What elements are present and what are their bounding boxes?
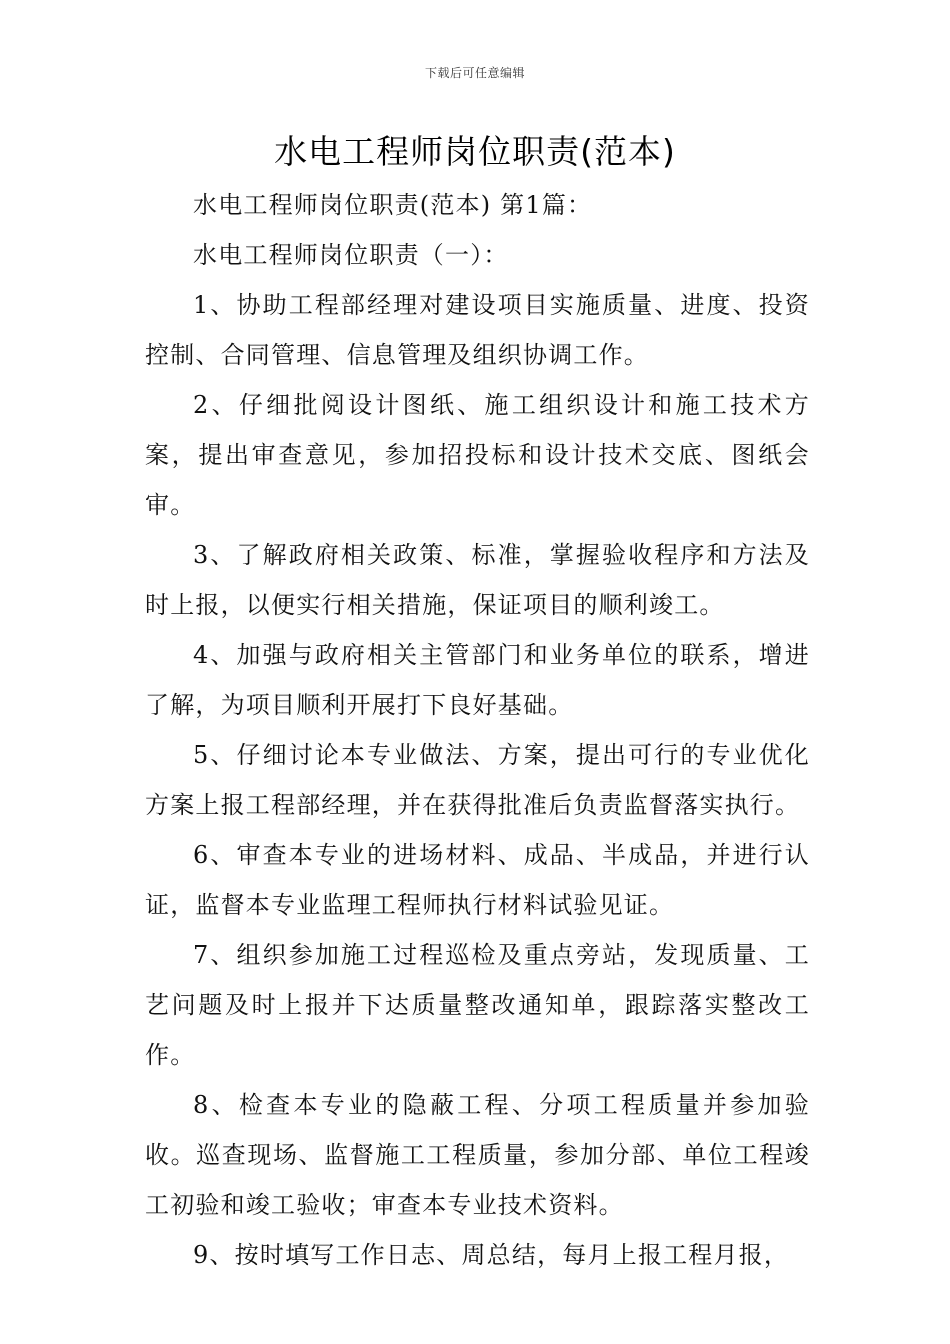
header-note: 下载后可任意编辑	[424, 66, 525, 80]
paragraph-item-2: 2、仔细批阅设计图纸、施工组织设计和施工技术方案，提出审查意见，参加招投标和设计技术交底、图纸会审。	[145, 391, 810, 519]
paragraph-section-heading: 水电工程师岗位职责(范本) 第1篇：	[193, 191, 593, 219]
paragraph-subheading: 水电工程师岗位职责（一）：	[193, 241, 509, 269]
paragraph-item-6: 6、审查本专业的进场材料、成品、半成品，并进行认证，监督本专业监理工程师执行材料试验见证。	[145, 841, 810, 919]
paragraph-item-7: 7、组织参加施工过程巡检及重点旁站，发现质量、工艺问题及时上报并下达质量整改通知单，跟踪落实整改工作。	[145, 941, 810, 1069]
document-body	[145, 180, 810, 1280]
paragraph-item-5: 5、仔细讨论本专业做法、方案，提出可行的专业优化方案上报工程部经理，并在获得批准后负责监督落实执行。	[145, 741, 810, 819]
paragraph-item-1: 1、协助工程部经理对建设项目实施质量、进度、投资控制、合同管理、信息管理及组织协调工作。	[145, 291, 810, 369]
paragraph-item-8: 8、检查本专业的隐蔽工程、分项工程质量并参加验收。巡查现场、监督施工工程质量，参加分部、单位工程竣工初验和竣工验收；审查本专业技术资料。	[145, 1091, 810, 1219]
paragraph-item-4: 4、加强与政府相关主管部门和业务单位的联系，增进了解，为项目顺利开展打下良好基础。	[145, 641, 810, 719]
paragraph-item-3: 3、了解政府相关政策、标准，掌握验收程序和方法及时上报，以便实行相关措施，保证项目的顺利竣工。	[145, 541, 810, 619]
paragraph-item-9: 9、按时填写工作日志、周总结，每月上报工程月报，	[193, 1241, 790, 1269]
document-title: 水电工程师岗位职责(范本)	[274, 132, 676, 171]
